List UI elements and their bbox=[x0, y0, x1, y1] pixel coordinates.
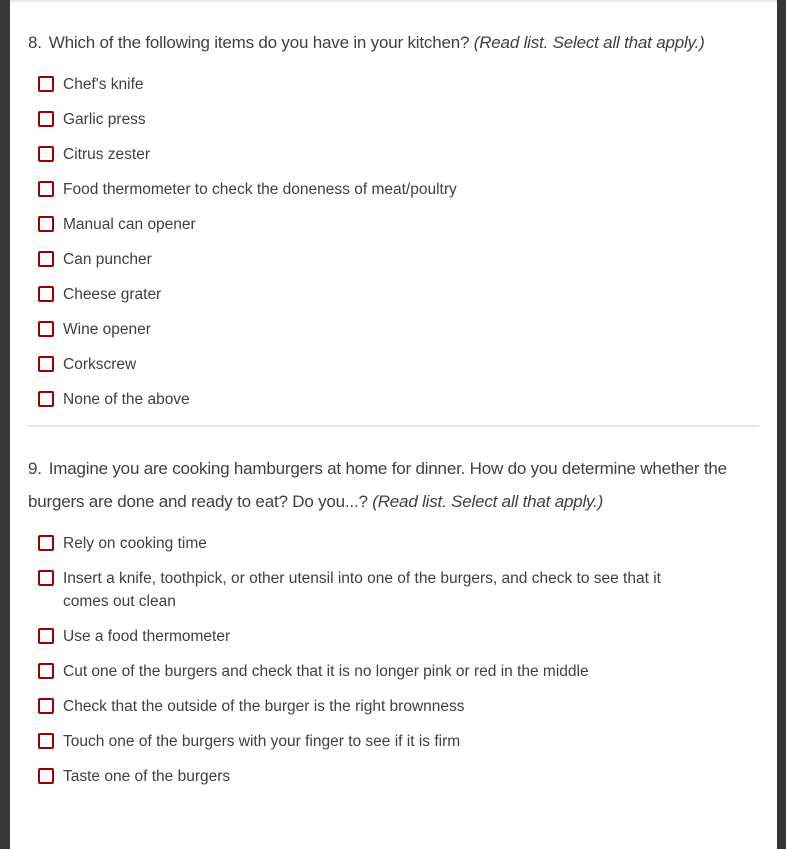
checkbox-option[interactable] bbox=[38, 213, 759, 236]
checkbox-icon[interactable] bbox=[38, 733, 54, 749]
checkbox-icon[interactable] bbox=[38, 628, 54, 644]
question-instruction: (Read list. Select all that apply.) bbox=[473, 33, 705, 52]
question-header bbox=[28, 452, 759, 518]
page-gutter-right bbox=[777, 0, 786, 849]
checkbox-icon[interactable] bbox=[38, 535, 54, 551]
checkbox-icon[interactable] bbox=[38, 216, 54, 232]
checkbox-icon[interactable] bbox=[38, 146, 54, 162]
checkbox-icon[interactable] bbox=[38, 356, 54, 372]
option-label[interactable]: Use a food thermometer bbox=[63, 628, 231, 645]
option-label[interactable]: Insert a knife, toothpick, or other utensil into one of the burgers, and check to see that it comes out clean bbox=[63, 570, 661, 610]
checkbox-option[interactable] bbox=[38, 695, 759, 718]
checkbox-option[interactable] bbox=[38, 730, 759, 753]
checkbox-icon[interactable] bbox=[38, 768, 54, 784]
checkbox-option[interactable] bbox=[38, 108, 759, 131]
checkbox-icon[interactable] bbox=[38, 286, 54, 302]
option-label[interactable]: Manual can opener bbox=[63, 216, 196, 233]
checkbox-icon[interactable] bbox=[38, 663, 54, 679]
checkbox-option[interactable] bbox=[38, 318, 759, 341]
checkbox-option[interactable] bbox=[38, 765, 759, 788]
option-label[interactable]: Rely on cooking time bbox=[63, 535, 207, 552]
option-label[interactable]: Taste one of the burgers bbox=[63, 768, 231, 785]
checkbox-icon[interactable] bbox=[38, 570, 54, 586]
question-8-block bbox=[10, 2, 777, 411]
question-number: 8. bbox=[28, 33, 42, 52]
option-label[interactable]: Corkscrew bbox=[63, 356, 137, 373]
options-list bbox=[28, 73, 759, 411]
checkbox-option[interactable] bbox=[38, 283, 759, 306]
checkbox-icon[interactable] bbox=[38, 321, 54, 337]
option-label[interactable]: Touch one of the burgers with your finger to see if it is firm bbox=[63, 733, 461, 750]
option-label[interactable]: Cheese grater bbox=[63, 286, 162, 303]
options-list bbox=[28, 532, 759, 788]
option-label[interactable]: Wine opener bbox=[63, 321, 151, 338]
page-gutter-left bbox=[0, 0, 10, 849]
option-label[interactable]: None of the above bbox=[63, 391, 190, 408]
option-label[interactable]: Garlic press bbox=[63, 111, 146, 128]
checkbox-option[interactable] bbox=[38, 178, 759, 201]
question-instruction: (Read list. Select all that apply.) bbox=[372, 492, 604, 511]
option-label[interactable]: Check that the outside of the burger is the right brownness bbox=[63, 698, 465, 715]
option-label[interactable]: Chef's knife bbox=[63, 76, 144, 93]
option-label[interactable]: Citrus zester bbox=[63, 146, 150, 163]
checkbox-icon[interactable] bbox=[38, 76, 54, 92]
checkbox-option[interactable] bbox=[38, 73, 759, 96]
survey-page bbox=[10, 0, 777, 849]
checkbox-icon[interactable] bbox=[38, 698, 54, 714]
question-number: 9. bbox=[28, 459, 42, 478]
option-label[interactable]: Cut one of the burgers and check that it is no longer pink or red in the middle bbox=[63, 663, 589, 680]
question-header bbox=[28, 26, 759, 59]
checkbox-icon[interactable] bbox=[38, 391, 54, 407]
checkbox-option[interactable] bbox=[38, 660, 759, 683]
question-9-block bbox=[10, 427, 777, 788]
checkbox-icon[interactable] bbox=[38, 181, 54, 197]
checkbox-option[interactable] bbox=[38, 567, 759, 613]
option-label[interactable]: Can puncher bbox=[63, 251, 152, 268]
checkbox-icon[interactable] bbox=[38, 251, 54, 267]
checkbox-option[interactable] bbox=[38, 353, 759, 376]
checkbox-option[interactable] bbox=[38, 248, 759, 271]
checkbox-icon[interactable] bbox=[38, 111, 54, 127]
option-label[interactable]: Food thermometer to check the doneness of meat/poultry bbox=[63, 181, 457, 198]
checkbox-option[interactable] bbox=[38, 388, 759, 411]
checkbox-option[interactable] bbox=[38, 625, 759, 648]
checkbox-option[interactable] bbox=[38, 532, 759, 555]
question-text: Which of the following items do you have in your kitchen? bbox=[48, 33, 470, 52]
question-text: Imagine you are cooking hamburgers at home for dinner. How do you determine whether the burgers are done and ready to eat? Do you...? bbox=[28, 459, 727, 511]
checkbox-option[interactable] bbox=[38, 143, 759, 166]
